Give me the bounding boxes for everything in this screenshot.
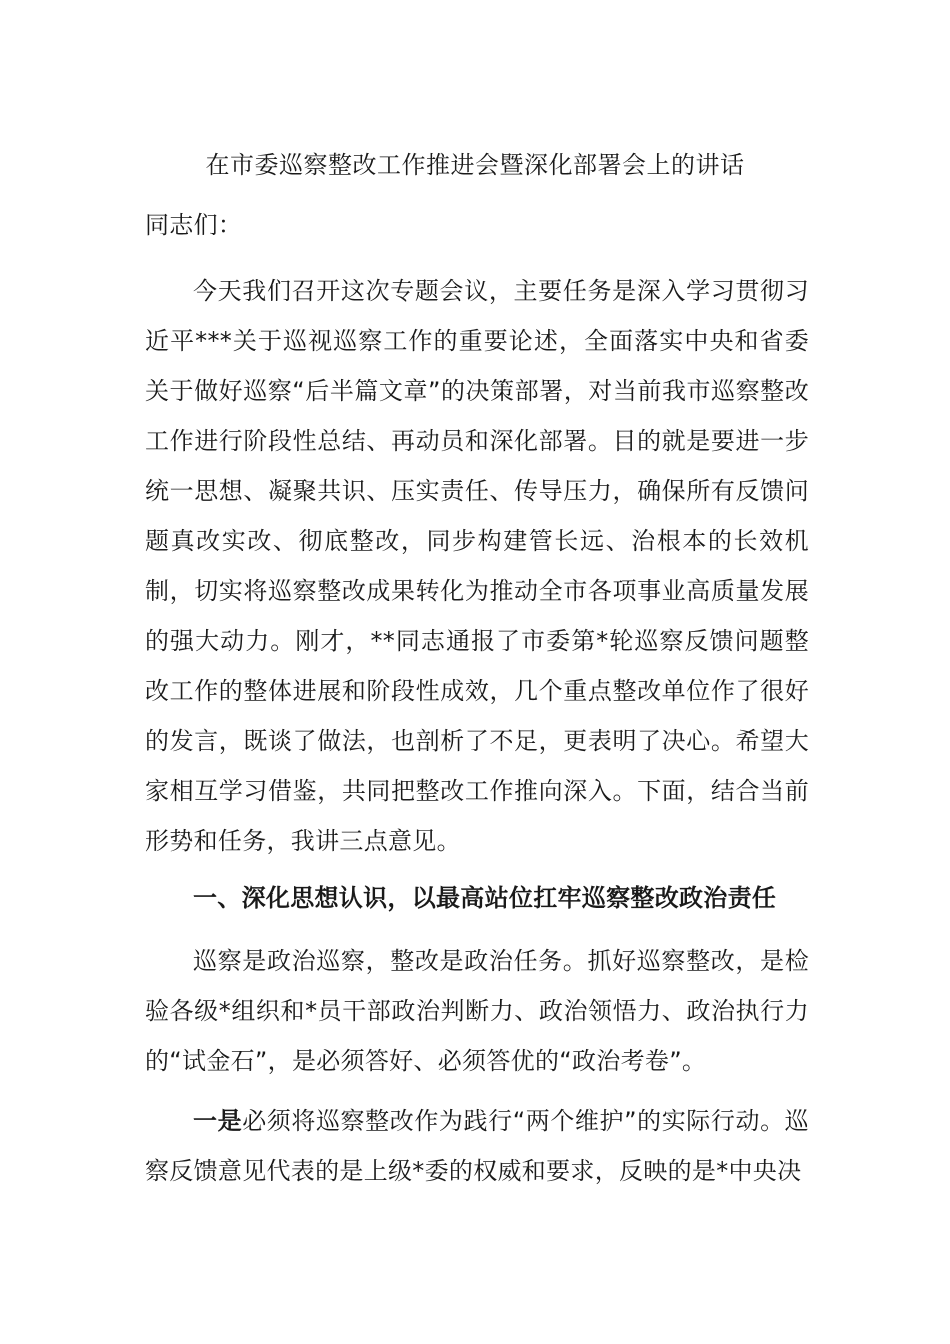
point-body-text: 必须将巡察整改作为践行“两个维护”的实际行动。巡察反馈意见代表的是上级*委的权威和要求，反映的是*中央决	[145, 1107, 809, 1185]
paragraph-section-1-intro: 巡察是政治巡察，整改是政治任务。抓好巡察整改，是检验各级*组织和*员干部政治判断力、政治领悟力、政治执行力的“试金石”，是必须答好、必须答优的“政治考卷”。	[145, 947, 809, 1075]
document-title: 在市委巡察整改工作推进会暨深化部署会上的讲话	[205, 151, 745, 179]
section-heading-1: 一、深化思想认识，以最高站位扛牢巡察整改政治责任	[193, 884, 777, 912]
paragraph-intro: 今天我们召开这次专题会议，主要任务是深入学习贯彻习近平***关于巡视巡察工作的重要论述，全面落实中央和省委关于做好巡察“后半篇文章”的决策部署，对当前我市巡察整改工作进行阶段性总结、再动员和深化部署。目的就是要进一步统一思想、凝聚共识、压实责任、传导压力，确保所有反馈问题真改实改、彻底整改，同步构建管长远、治根本的长效机制，切实将巡察整改成果转化为推动全市各项事业高质量发展的强大动力。刚才，**同志通报了市委第*轮巡察反馈问题整改工作的整体进展和阶段性成效，几个重点整改单位作了很好的发言，既谈了做法，也剖析了不足，更表明了决心。希望大家相互学习借鉴，共同把整改工作推向深入。下面，结合当前形势和任务，我讲三点意见。	[145, 277, 809, 855]
salutation: 同志们：	[145, 211, 243, 239]
paragraph-point-1	[145, 1096, 809, 1196]
point-lead-label: 一是	[193, 1107, 243, 1135]
